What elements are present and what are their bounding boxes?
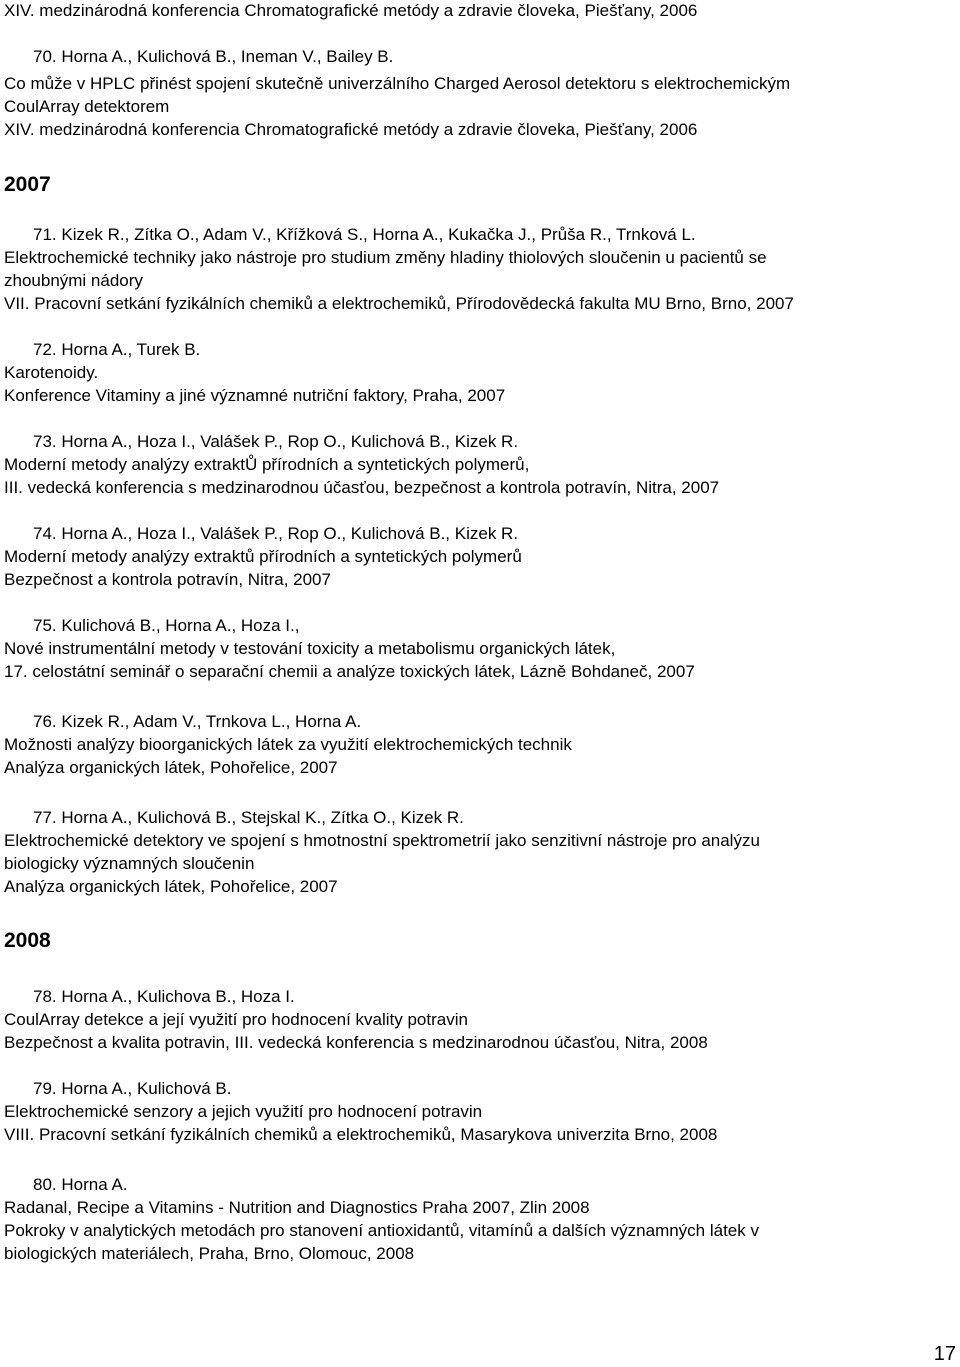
- entry-authors: 76. Kizek R., Adam V., Trnkova L., Horna A.: [33, 712, 362, 731]
- entry-authors: 72. Horna A., Turek B.: [33, 340, 201, 359]
- text-line: 17. celostátní seminář o separační chemii a analýze toxických látek, Lázně Bohdaneč, 2007: [4, 662, 695, 681]
- entry-authors: 70. Horna A., Kulichová B., Ineman V., Bailey B.: [33, 47, 394, 66]
- text-line: Nové instrumentální metody v testování toxicity a metabolismu organických látek,: [4, 639, 616, 658]
- text-line: XIV. medzinárodná konferencia Chromatografické metódy a zdravie človeka, Piešťany, 2006: [4, 1, 698, 20]
- page-number: 17: [933, 1343, 956, 1365]
- text-line: Karotenoidy.: [4, 363, 99, 382]
- text-line: VII. Pracovní setkání fyzikálních chemiků a elektrochemiků, Přírodovědecká fakulta MU Brno, Brno, 2007: [4, 294, 794, 313]
- year-heading: 2008: [4, 929, 51, 952]
- text-line: biologických materiálech, Praha, Brno, Olomouc, 2008: [4, 1244, 415, 1263]
- text-line: Elektrochemické techniky jako nástroje pro studium změny hladiny thiolových sloučenin u pacientů se: [4, 248, 767, 267]
- text-line: Možnosti analýzy bioorganických látek za využití elektrochemických technik: [4, 735, 572, 754]
- year-heading: 2007: [4, 173, 51, 196]
- text-line: Co může v HPLC přinést spojení skutečně univerzálního Charged Aerosol detektoru s elektrochemickým: [4, 74, 791, 93]
- entry-authors: 71. Kizek R., Zítka O., Adam V., Křížková S., Horna A., Kukačka J., Průša R., Trnková L.: [33, 225, 696, 244]
- entry-authors: 74. Horna A., Hoza I., Valášek P., Rop O., Kulichová B., Kizek R.: [33, 524, 519, 543]
- entry-authors: 73. Horna A., Hoza I., Valášek P., Rop O., Kulichová B., Kizek R.: [33, 432, 519, 451]
- text-line: Analýza organických látek, Pohořelice, 2007: [4, 758, 338, 777]
- text-line: CoulArray detekce a její využití pro hodnocení kvality potravin: [4, 1010, 468, 1029]
- text-line: Pokroky v analytických metodách pro stanovení antioxidantů, vitamínů a dalších významných látek v: [4, 1221, 759, 1240]
- entry-authors: 75. Kulichová B., Horna A., Hoza I.,: [33, 616, 300, 635]
- text-line: Bezpečnost a kontrola potravín, Nitra, 2007: [4, 570, 331, 589]
- text-line: Analýza organických látek, Pohořelice, 2007: [4, 877, 338, 896]
- text-line: CoulArray detektorem: [4, 97, 170, 116]
- text-line: III. vedecká konferencia s medzinarodnou účasťou, bezpečnost a kontrola potravín, Nitra, 2007: [4, 478, 720, 497]
- text-line: zhoubnými nádory: [4, 271, 143, 290]
- text-line: biologicky významných sloučenin: [4, 854, 255, 873]
- text-line: Moderní metody analýzy extraktů přírodních a syntetických polymerů: [4, 547, 522, 566]
- text-line: Konference Vitaminy a jiné významné nutriční faktory, Praha, 2007: [4, 386, 506, 405]
- entry-authors: 77. Horna A., Kulichová B., Stejskal K., Zítka O., Kizek R.: [33, 808, 464, 827]
- entry-authors: 78. Horna A., Kulichova B., Hoza I.: [33, 987, 295, 1006]
- text-line: Radanal, Recipe a Vitamins - Nutrition and Diagnostics Praha 2007, Zlin 2008: [4, 1198, 590, 1217]
- text-line: VIII. Pracovní setkání fyzikálních chemiků a elektrochemiků, Masarykova univerzita Brno, 2008: [4, 1125, 718, 1144]
- text-line: Elektrochemické detektory ve spojení s hmotnostní spektrometrií jako senzitivní nástroje pro analýzu: [4, 831, 760, 850]
- text-line: Moderní metody analýzy extraktŮ přírodních a syntetických polymerů,: [4, 455, 530, 474]
- text-line: Bezpečnost a kvalita potravin, III. vedecká konferencia s medzinarodnou účasťou, Nitra, 2008: [4, 1033, 708, 1052]
- entry-authors: 80. Horna A.: [33, 1175, 128, 1194]
- text-line: Elektrochemické senzory a jejich využití pro hodnocení potravin: [4, 1102, 483, 1121]
- entry-authors: 79. Horna A., Kulichová B.: [33, 1079, 232, 1098]
- text-line: XIV. medzinárodná konferencia Chromatografické metódy a zdravie človeka, Piešťany, 2006: [4, 120, 698, 139]
